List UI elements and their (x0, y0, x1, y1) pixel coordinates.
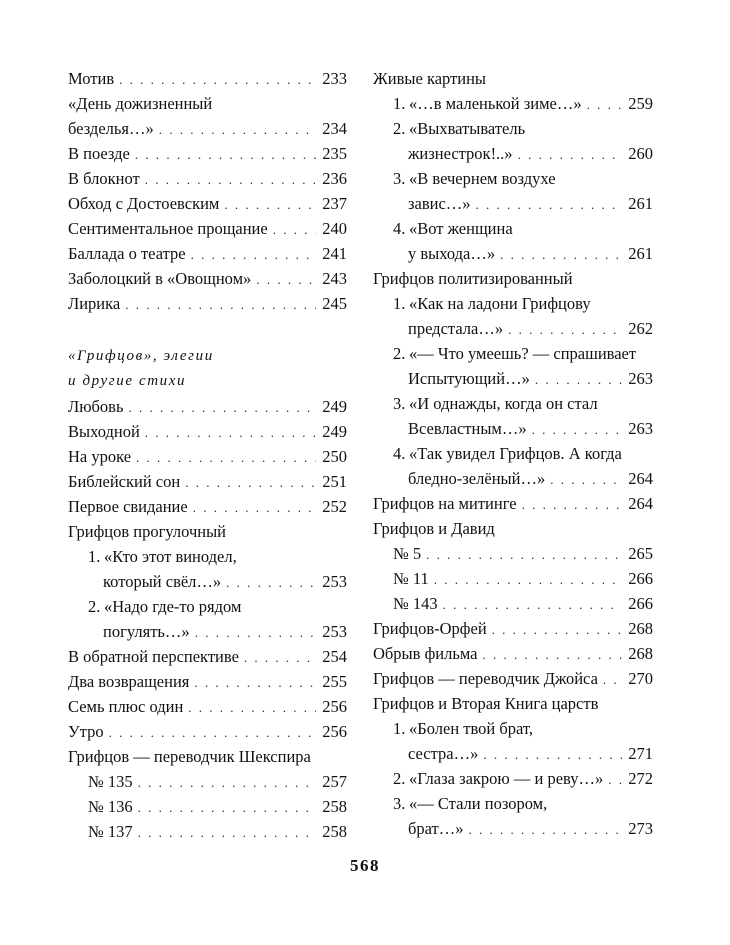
leader-dots (145, 420, 316, 445)
toc-entry (373, 491, 653, 516)
entry-page: 262 (628, 319, 653, 338)
entry-page: 257 (322, 772, 347, 791)
entry-page: 264 (628, 494, 653, 513)
entry-page: 271 (628, 744, 653, 763)
toc-subentry-cont (373, 741, 653, 766)
entry-title: Баллада о театре (68, 244, 186, 263)
leader-dots (608, 767, 622, 792)
entry-title: Лирика (68, 294, 121, 313)
entry-title: Заболоцкий в «Овощном» (68, 269, 252, 288)
entry-title: Грифцов — переводчик Шекспира (68, 747, 311, 766)
entry-title: «Болен твой брат, (409, 719, 533, 738)
toc-subentry (68, 819, 347, 844)
toc-subentry-cont (373, 241, 653, 266)
entry-title: «…в маленькой зиме…» (409, 94, 582, 113)
toc-subentry (373, 566, 653, 591)
leader-dots (476, 192, 622, 217)
leader-dots (426, 542, 622, 567)
section-heading: «Грифцов», элегии (68, 348, 214, 364)
entry-number: 4. (393, 444, 406, 463)
entry-title: «И однажды, когда он стал (409, 394, 598, 413)
entry-title: Живые картины (373, 69, 487, 88)
toc-subentry (373, 441, 653, 466)
entry-page: 263 (628, 369, 653, 388)
toc-subentry-cont (373, 366, 653, 391)
toc-entry (373, 666, 653, 691)
entry-page: 252 (322, 497, 347, 516)
entry-title: Утро (68, 722, 104, 741)
entry-title: В блокнот (68, 169, 140, 188)
toc-entry-cont (68, 116, 347, 141)
entry-page: 266 (628, 569, 653, 588)
section-heading: и другие стихи (68, 373, 187, 389)
entry-title: № 137 (88, 822, 133, 841)
entry-number: 2. (393, 769, 406, 788)
entry-title: № 135 (88, 772, 133, 791)
entry-title: Грифцов — переводчик Джойса (373, 669, 598, 688)
entry-title: Выходной (68, 422, 140, 441)
toc-entry (373, 641, 653, 666)
entry-title: «В вечернем воздухе (409, 169, 556, 188)
entry-number: 2. (88, 597, 101, 616)
toc-subentry-cont (373, 141, 653, 166)
toc-group-heading (373, 691, 653, 716)
leader-dots (535, 367, 622, 392)
entry-page: 243 (322, 269, 347, 288)
entry-title: Грифцов на митинге (373, 494, 517, 513)
entry-page: 258 (322, 822, 347, 841)
entry-page: 263 (628, 419, 653, 438)
entry-page: 240 (322, 219, 347, 238)
entry-page: 268 (628, 644, 653, 663)
entry-page: 250 (322, 447, 347, 466)
toc-subentry (373, 116, 653, 141)
entry-page: 245 (322, 294, 347, 313)
leader-dots (434, 567, 622, 592)
entry-title: Грифцов и Вторая Книга царств (373, 694, 599, 713)
leader-dots (500, 242, 622, 267)
toc-subentry (373, 291, 653, 316)
toc-entry (68, 166, 347, 191)
toc-group-heading (68, 519, 347, 544)
toc-entry (68, 394, 347, 419)
entry-page: 258 (322, 797, 347, 816)
entry-title: «Так увидел Грифцов. А когда (409, 444, 622, 463)
entry-page: 253 (322, 572, 347, 591)
entry-page: 261 (628, 244, 653, 263)
toc-entry (68, 419, 347, 444)
entry-number: 1. (88, 547, 101, 566)
toc-subentry (68, 594, 347, 619)
entry-title: Первое свидание (68, 497, 188, 516)
toc-subentry (373, 341, 653, 366)
toc-subentry-cont (68, 619, 347, 644)
entry-title: Семь плюс один (68, 697, 184, 716)
entry-page: 237 (322, 194, 347, 213)
toc-entry (68, 141, 347, 166)
toc-subentry (373, 541, 653, 566)
leader-dots (522, 492, 622, 517)
toc-subentry (373, 216, 653, 241)
toc-entry (68, 669, 347, 694)
toc-entry (68, 266, 347, 291)
entry-page: 259 (628, 94, 653, 113)
entry-title: Любовь (68, 397, 124, 416)
toc-subentry (373, 716, 653, 741)
entry-number: 1. (393, 719, 406, 738)
entry-page: 260 (628, 144, 653, 163)
entry-title: безделья…» (68, 119, 154, 138)
toc-subentry (68, 544, 347, 569)
toc-group-heading (373, 66, 653, 91)
entry-title: «Кто этот винодел, (104, 547, 237, 566)
toc-subentry-cont (373, 191, 653, 216)
toc-entry (68, 719, 347, 744)
entry-page: 266 (628, 594, 653, 613)
entry-page: 249 (322, 397, 347, 416)
toc-entry (68, 241, 347, 266)
toc-group-heading (68, 744, 347, 769)
toc-subentry-cont (373, 416, 653, 441)
leader-dots (138, 820, 316, 845)
entry-title: В обратной перспективе (68, 647, 239, 666)
toc-subentry-cont (373, 466, 653, 491)
leader-dots (194, 670, 316, 695)
toc-entry (68, 644, 347, 669)
entry-title: В поезде (68, 144, 130, 163)
toc-entry (68, 291, 347, 316)
entry-title: Два возвращения (68, 672, 190, 691)
toc-entry (68, 444, 347, 469)
leader-dots (483, 642, 623, 667)
leader-dots (469, 817, 622, 842)
entry-title: Грифцов-Орфей (373, 619, 487, 638)
entry-title: «— Что умеешь? — спрашивает (409, 344, 637, 363)
entry-title: Обход с Достоевским (68, 194, 220, 213)
entry-number: 3. (393, 794, 406, 813)
toc-group-heading (373, 516, 653, 541)
entry-page: 251 (322, 472, 347, 491)
leader-dots (125, 292, 316, 317)
leader-dots (136, 445, 316, 470)
leader-dots (226, 570, 316, 595)
entry-page: 273 (628, 819, 653, 838)
entry-title: завис…» (408, 194, 471, 213)
entry-page: 241 (322, 244, 347, 263)
toc-subentry (373, 391, 653, 416)
leader-dots (138, 770, 316, 795)
entry-page: 264 (628, 469, 653, 488)
leader-dots (185, 470, 316, 495)
entry-page: 270 (628, 669, 653, 688)
toc-entry (373, 616, 653, 641)
toc-group-heading (373, 266, 653, 291)
leader-dots (256, 267, 316, 292)
toc-subentry (373, 91, 653, 116)
toc-subentry (373, 591, 653, 616)
toc-subentry-cont (373, 816, 653, 841)
entry-page: 235 (322, 144, 347, 163)
leader-dots (145, 167, 316, 192)
entry-page: 272 (628, 769, 653, 788)
entry-page: 256 (322, 722, 347, 741)
entry-page: 233 (322, 69, 347, 88)
leader-dots (492, 617, 622, 642)
entry-title: Всевластным…» (408, 419, 527, 438)
toc-entry (68, 694, 347, 719)
toc-subentry (373, 166, 653, 191)
entry-title: «День дожизненный (68, 94, 213, 113)
toc-right-column (373, 66, 653, 841)
toc-subentry-cont (373, 316, 653, 341)
toc-entry (68, 494, 347, 519)
leader-dots (138, 795, 316, 820)
entry-number: 1. (393, 294, 406, 313)
toc-entry (68, 216, 347, 241)
entry-page: 265 (628, 544, 653, 563)
entry-page: 234 (322, 119, 347, 138)
entry-page: 255 (322, 672, 347, 691)
entry-number: 3. (393, 394, 406, 413)
entry-number: 1. (393, 94, 406, 113)
leader-dots (159, 117, 316, 142)
toc-subentry (68, 794, 347, 819)
entry-number: 2. (393, 344, 406, 363)
entry-title: Испытующий…» (408, 369, 530, 388)
entry-page: 254 (322, 647, 347, 666)
entry-page: 268 (628, 619, 653, 638)
entry-title: На уроке (68, 447, 132, 466)
leader-dots (119, 67, 316, 92)
leader-dots (483, 742, 622, 767)
entry-title: Обрыв фильма (373, 644, 478, 663)
entry-title: брат…» (408, 819, 464, 838)
toc-subentry (373, 766, 653, 791)
leader-dots (128, 395, 316, 420)
entry-title: жизнестрок!..» (408, 144, 513, 163)
entry-title: Грифцов прогулочный (68, 522, 226, 541)
entry-title: сестра…» (408, 744, 479, 763)
entry-title: Грифцов и Давид (373, 519, 495, 538)
toc-left-column (68, 66, 347, 844)
toc-entry (68, 469, 347, 494)
entry-title: «Как на ладони Грифцову (409, 294, 591, 313)
entry-number: 4. (393, 219, 406, 238)
toc-entry (68, 91, 347, 116)
entry-title: «— Стали позором, (409, 794, 548, 813)
leader-dots (508, 317, 622, 342)
leader-dots (443, 592, 622, 617)
leader-dots (109, 720, 316, 745)
entry-title: № 136 (88, 797, 133, 816)
entry-number: 2. (393, 119, 406, 138)
toc-entry (68, 66, 347, 91)
entry-page: 249 (322, 422, 347, 441)
entry-title: бледно-зелёный…» (408, 469, 546, 488)
entry-title: Библейский сон (68, 472, 181, 491)
leader-dots (224, 192, 316, 217)
leader-dots (244, 645, 316, 670)
entry-title: «Надо где-то рядом (104, 597, 242, 616)
leader-dots (135, 142, 316, 167)
entry-title: «Глаза закрою — и реву…» (409, 769, 604, 788)
entry-title: «Выхватыватель (409, 119, 526, 138)
leader-dots (587, 92, 622, 117)
entry-title: погулять…» (103, 622, 190, 641)
entry-page: 236 (322, 169, 347, 188)
section-spacer (68, 316, 347, 344)
entry-title: у выхода…» (408, 244, 496, 263)
leader-dots (518, 142, 622, 167)
leader-dots (188, 695, 316, 720)
leader-dots (273, 217, 316, 242)
entry-title: который свёл…» (103, 572, 222, 591)
entry-title: Грифцов политизированный (373, 269, 573, 288)
entry-title: «Вот женщина (409, 219, 513, 238)
entry-title: Мотив (68, 69, 115, 88)
leader-dots (193, 495, 316, 520)
leader-dots (603, 667, 622, 692)
leader-dots (191, 242, 316, 267)
entry-title: № 11 (393, 569, 429, 588)
toc-subentry (68, 769, 347, 794)
entry-title: Сентиментальное прощание (68, 219, 268, 238)
leader-dots (532, 417, 622, 442)
toc-entry (68, 191, 347, 216)
entry-page: 253 (322, 622, 347, 641)
entry-title: № 5 (393, 544, 422, 563)
entry-page: 261 (628, 194, 653, 213)
entry-number: 3. (393, 169, 406, 188)
leader-dots (550, 467, 622, 492)
entry-page: 256 (322, 697, 347, 716)
entry-title: № 143 (393, 594, 438, 613)
toc-subentry (373, 791, 653, 816)
toc-subentry-cont (68, 569, 347, 594)
entry-title: предстала…» (408, 319, 504, 338)
leader-dots (195, 620, 316, 645)
page-number: 568 (350, 856, 380, 875)
